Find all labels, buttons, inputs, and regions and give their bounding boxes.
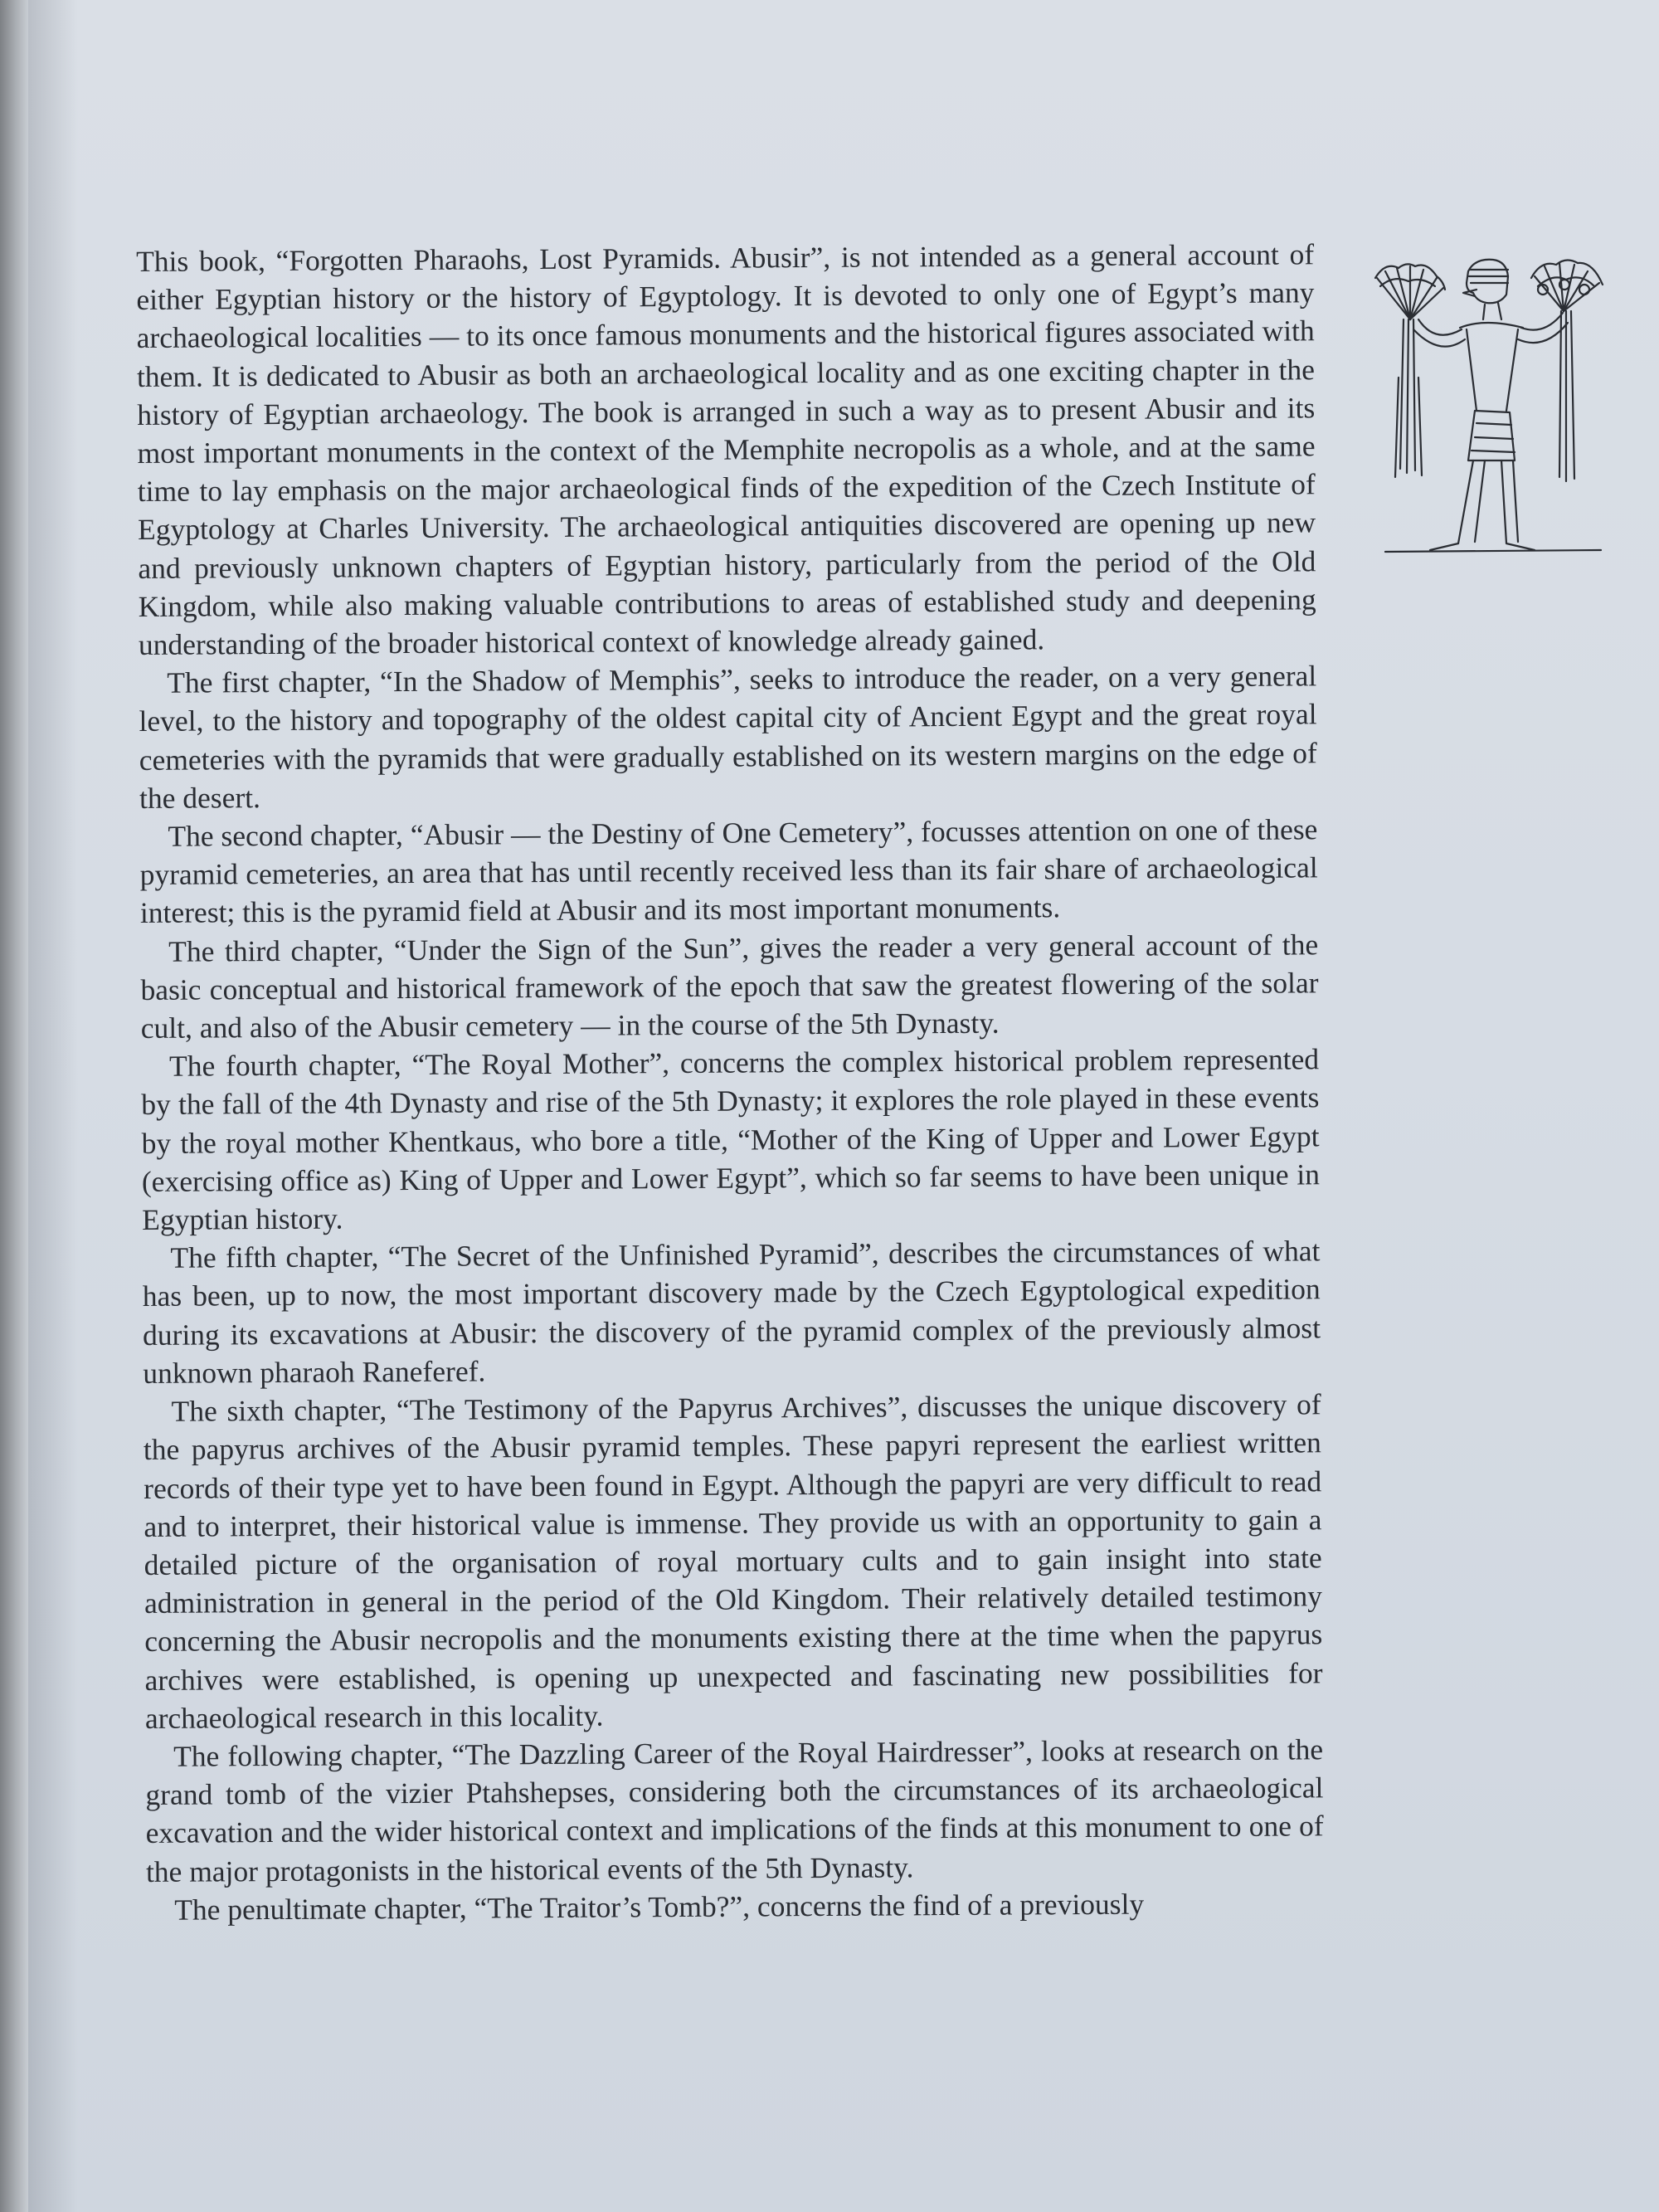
egyptian-offering-bearer-icon (1360, 253, 1609, 564)
body-text (136, 235, 1324, 1929)
paragraph-chapter-4: The fourth chapter, “The Royal Mother”, concerns the complex historical problem represented by the fall of the 4th Dynasty and rise of the 5th Dynasty; it explores the role played in these events by the royal mother Khentkaus, who bore a title, “Mother of the King of Upper and Lower Egypt (exercising office as) King of Upper and Lower Egypt”, which so far seems to have been unique in Egyptian history. (141, 1042, 1321, 1237)
book-gutter (0, 0, 28, 2212)
paragraph-chapter-6: The sixth chapter, “The Testimony of the Papyrus Archives”, discusses the unique discovery of the papyrus archives of the Abusir pyramid temples. These papyri represent the earliest written records of their type yet to have been found in Egypt. Although the papyri are very difficult to read and to interpret, their historical value is immense. They provide us with an opportunity to gain a detailed picture of the organisation of royal mortuary cults and to gain insight into state administration in general in the period of the Old Kingdom. Their relatively detailed testimony concerning the Abusir necropolis and the monuments existing there at the time when the papyrus archives were established, is opening up unexpected and fascinating new possibilities for archaeological research in this locality. (143, 1387, 1323, 1735)
gutter-shadow (28, 0, 78, 2212)
paragraph-chapter-2: The second chapter, “Abusir — the Destiny of One Cemetery”, focusses attention on one of these pyramid cemeteries, an area that has until recently received less than its fair share of archaeological interest; this is the pyramid field at Abusir and its most important monuments. (139, 812, 1318, 930)
paragraph-chapter-8: The penultimate chapter, “The Traitor’s Tomb?”, concerns the find of a previously (174, 1887, 1145, 1927)
paragraph-chapter-1: The first chapter, “In the Shadow of Memphis”, seeks to introduce the reader, on a very general level, to the history and topography of the oldest capital city of Ancient Egypt and the great royal cemeteries with the pyramids that were gradually established on its western margins on the edge of the desert. (139, 659, 1317, 815)
paragraph-chapter-7: The following chapter, “The Dazzling Career of the Royal Hairdresser”, looks at research on the grand tomb of the vizier Ptahshepses, considering both the circumstances of its archaeological excavation and the wider historical context and implications of the finds at this monument to one of the major protagonists in the historical events of the 5th Dynasty. (145, 1732, 1324, 1888)
paragraph-chapter-3: The third chapter, “Under the Sign of the Sun”, gives the reader a very general account of the basic conceptual and historical framework of the epoch that saw the greatest flowering of the solar cult, and also of the Abusir cemetery — in the course of the 5th Dynasty. (140, 927, 1319, 1045)
paragraph-intro: This book, “Forgotten Pharaohs, Lost Pyramids. Abusir”, is not intended as a general account of either Egyptian history or the history of Egyptology. It is devoted to only one of Egypt’s many archaeological localities — to its once famous monuments and the historical figures associated with them. It is dedicated to Abusir as both an archaeological locality and as one exciting chapter in the history of Egyptian archaeology. The book is arranged in such a way as to present Abusir and its most important monuments in the context of the Memphite necropolis as a whole, and at the same time to lay emphasis on the major archaeological finds of the expedition of the Czech Institute of Egyptology at Charles University. The archaeological antiquities discovered are opening up new and previously unknown chapters of Egyptian history, particularly from the period of the Old Kingdom, while also making valuable contributions to areas of established study and deepening understanding of the broader historical context of knowledge already gained. (136, 237, 1316, 662)
paragraph-chapter-5: The fifth chapter, “The Secret of the Unfinished Pyramid”, describes the circumstances of what has been, up to now, the most important discovery made by the Czech Egyptological expedition during its excavations at Abusir: the discovery of the pyramid complex of the previously almost unknown pharaoh Raneferef. (142, 1234, 1321, 1390)
